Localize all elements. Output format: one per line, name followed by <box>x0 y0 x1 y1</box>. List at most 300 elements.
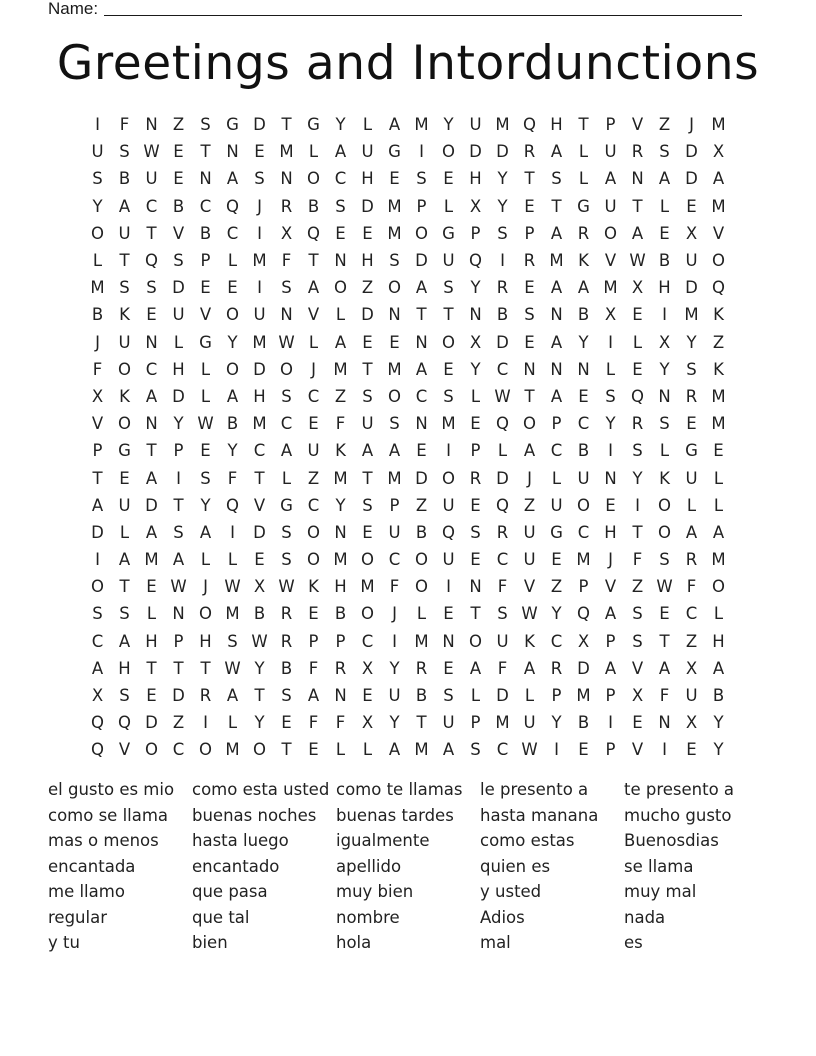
grid-letter: E <box>119 468 130 488</box>
grid-letter: N <box>550 305 563 325</box>
grid-letter: U <box>685 251 698 271</box>
grid-letter: F <box>308 713 319 733</box>
grid-letter: A <box>307 686 320 706</box>
grid-letter: A <box>469 658 482 678</box>
grid-letter: L <box>227 251 238 271</box>
grid-letter: V <box>172 223 185 243</box>
word-item: que tal <box>192 907 250 927</box>
word-column <box>336 777 480 956</box>
grid-letter: E <box>362 332 373 352</box>
grid-letter: D <box>361 305 374 325</box>
grid-letter: X <box>577 631 590 651</box>
grid-row <box>84 274 732 301</box>
grid-letter: U <box>172 305 185 325</box>
grid-letter: S <box>200 468 211 488</box>
grid-letter: N <box>550 359 563 379</box>
grid-letter: S <box>497 604 508 624</box>
grid-letter: X <box>253 577 266 597</box>
grid-letter: M <box>333 550 348 570</box>
grid-letter: L <box>362 115 373 135</box>
grid-letter: N <box>226 142 239 162</box>
grid-letter: O <box>334 278 347 298</box>
grid-row <box>84 600 732 627</box>
grid-letter: E <box>659 223 670 243</box>
grid-letter: E <box>470 495 481 515</box>
word-item: encantado <box>192 856 280 876</box>
grid-letter: M <box>387 468 402 488</box>
grid-letter: H <box>361 169 374 189</box>
grid-letter: N <box>442 631 455 651</box>
grid-letter: X <box>712 142 725 162</box>
grid-letter: Y <box>227 441 238 461</box>
grid-letter: H <box>469 169 482 189</box>
grid-letter: Z <box>550 577 563 597</box>
word-item: igualmente <box>336 831 430 850</box>
grid-letter: A <box>712 169 725 189</box>
grid-letter: O <box>91 223 104 243</box>
grid-letter: E <box>632 359 643 379</box>
grid-letter: U <box>118 332 131 352</box>
grid-letter: W <box>521 604 538 624</box>
grid-letter: E <box>254 142 265 162</box>
grid-letter: C <box>496 740 509 760</box>
grid-letter: H <box>199 631 212 651</box>
grid-letter: F <box>389 577 400 597</box>
word-column <box>192 777 336 956</box>
grid-letter: P <box>389 495 400 515</box>
grid-letter: C <box>226 223 239 243</box>
grid-letter: T <box>416 305 427 325</box>
grid-letter: M <box>495 115 510 135</box>
grid-letter: T <box>308 251 319 271</box>
grid-row <box>84 220 732 247</box>
grid-letter: F <box>119 115 130 135</box>
grid-letter: U <box>523 713 536 733</box>
grid-letter: O <box>307 169 320 189</box>
grid-letter: T <box>119 251 130 271</box>
grid-letter: E <box>632 305 643 325</box>
grid-letter: A <box>550 332 563 352</box>
grid-letter: M <box>576 686 591 706</box>
grid-letter: E <box>578 386 589 406</box>
grid-letter: L <box>416 604 427 624</box>
grid-letter: F <box>659 686 670 706</box>
grid-letter: S <box>173 522 184 542</box>
grid-letter: Q <box>145 251 158 271</box>
grid-letter: E <box>281 713 292 733</box>
grid-letter: V <box>631 740 644 760</box>
grid-letter: D <box>496 468 509 488</box>
grid-letter: Y <box>173 414 184 434</box>
grid-letter: T <box>632 196 643 216</box>
grid-row <box>84 464 732 491</box>
grid-letter: D <box>361 196 374 216</box>
grid-letter: F <box>227 468 238 488</box>
grid-letter: L <box>551 468 562 488</box>
grid-letter: G <box>577 196 590 216</box>
grid-row <box>84 329 732 356</box>
grid-letter: Q <box>469 251 482 271</box>
grid-row <box>84 655 732 682</box>
grid-row <box>84 193 732 220</box>
grid-letter: Y <box>335 495 346 515</box>
grid-letter: O <box>415 577 428 597</box>
grid-letter: O <box>307 522 320 542</box>
grid-letter: C <box>334 169 347 189</box>
grid-letter: U <box>388 686 401 706</box>
grid-letter: O <box>307 550 320 570</box>
grid-letter: V <box>199 305 212 325</box>
grid-letter: Y <box>497 196 508 216</box>
grid-letter: O <box>604 223 617 243</box>
grid-letter: O <box>361 550 374 570</box>
grid-letter: P <box>470 441 481 461</box>
grid-letter: O <box>118 414 131 434</box>
grid-letter: A <box>388 740 401 760</box>
grid-letter: P <box>578 577 589 597</box>
grid-letter: A <box>388 441 401 461</box>
grid-letter: Z <box>631 577 644 597</box>
grid-letter: F <box>92 359 103 379</box>
grid-letter: C <box>388 550 401 570</box>
grid-letter: T <box>254 468 265 488</box>
grid-letter: S <box>281 550 292 570</box>
grid-letter: S <box>524 305 535 325</box>
grid-letter: P <box>605 686 616 706</box>
grid-letter: D <box>172 278 185 298</box>
grid-letter: S <box>632 441 643 461</box>
grid-letter: O <box>658 522 671 542</box>
grid-letter: W <box>197 414 214 434</box>
grid-letter: O <box>199 740 212 760</box>
grid-letter: S <box>470 740 481 760</box>
grid-letter: P <box>173 631 184 651</box>
grid-letter: B <box>415 522 428 542</box>
grid-letter: M <box>144 550 159 570</box>
grid-letter: I <box>662 305 667 325</box>
grid-letter: T <box>254 686 265 706</box>
grid-letter: A <box>361 441 374 461</box>
word-item: como esta usted <box>192 780 330 799</box>
grid-letter: L <box>578 142 589 162</box>
grid-letter: U <box>685 686 698 706</box>
grid-letter: H <box>172 359 185 379</box>
grid-letter: Y <box>443 115 454 135</box>
grid-letter: Q <box>631 386 644 406</box>
grid-letter: R <box>523 142 536 162</box>
grid-letter: Z <box>712 332 725 352</box>
grid-letter: A <box>334 142 347 162</box>
grid-letter: U <box>577 468 590 488</box>
grid-letter: W <box>170 577 187 597</box>
grid-letter: N <box>145 332 158 352</box>
grid-letter: V <box>604 577 617 597</box>
grid-letter: A <box>415 278 428 298</box>
grid-letter: M <box>711 414 726 434</box>
word-item: hasta manana <box>480 805 599 825</box>
grid-letter: C <box>91 631 104 651</box>
grid-letter: I <box>257 278 262 298</box>
grid-letter: A <box>685 522 698 542</box>
grid-letter: E <box>686 196 697 216</box>
grid-letter: Z <box>334 386 347 406</box>
grid-letter: Y <box>200 495 211 515</box>
grid-letter: M <box>360 577 375 597</box>
grid-letter: E <box>686 414 697 434</box>
grid-letter: E <box>146 577 157 597</box>
grid-letter: U <box>442 495 455 515</box>
grid-letter: Z <box>172 713 185 733</box>
grid-letter: A <box>658 658 671 678</box>
grid-letter: S <box>281 278 292 298</box>
grid-letter: A <box>226 686 239 706</box>
grid-letter: E <box>443 604 454 624</box>
grid-letter: Q <box>496 495 509 515</box>
grid-letter: L <box>200 359 211 379</box>
grid-letter: A <box>388 115 401 135</box>
grid-letter: D <box>172 686 185 706</box>
grid-letter: A <box>604 169 617 189</box>
grid-row <box>84 492 732 519</box>
word-item: buenas tardes <box>336 805 454 825</box>
grid-letter: R <box>550 658 563 678</box>
grid-letter: S <box>362 386 373 406</box>
grid-letter: S <box>200 115 211 135</box>
grid-letter: P <box>335 631 346 651</box>
word-item: muy mal <box>624 882 697 901</box>
grid-letter: O <box>118 359 131 379</box>
grid-letter: U <box>253 305 266 325</box>
grid-letter: L <box>200 386 211 406</box>
grid-letter: I <box>608 441 613 461</box>
grid-letter: R <box>199 686 212 706</box>
grid-letter: K <box>119 386 130 406</box>
grid-letter: E <box>578 740 589 760</box>
grid-row <box>84 519 732 546</box>
grid-row <box>84 111 732 138</box>
grid-letter: J <box>95 332 100 352</box>
word-item: y tu <box>48 933 80 952</box>
grid-letter: L <box>686 495 697 515</box>
grid-letter: R <box>631 414 644 434</box>
grid-row <box>84 628 732 655</box>
grid-letter: J <box>257 196 262 216</box>
grid-letter: B <box>496 305 509 325</box>
grid-letter: C <box>199 196 212 216</box>
grid-letter: P <box>605 115 616 135</box>
grid-letter: T <box>470 604 481 624</box>
grid-letter: E <box>173 169 184 189</box>
grid-letter: I <box>95 115 100 135</box>
grid-letter: U <box>550 495 563 515</box>
grid-letter: R <box>334 658 347 678</box>
grid-letter: E <box>443 658 454 678</box>
grid-letter: A <box>604 604 617 624</box>
grid-letter: E <box>659 604 670 624</box>
grid-letter: E <box>308 414 319 434</box>
grid-letter: B <box>577 441 590 461</box>
grid-letter: Y <box>632 468 643 488</box>
word-item: le presento a <box>480 780 589 799</box>
grid-row <box>84 165 732 192</box>
word-item: el gusto es mio <box>48 780 175 799</box>
grid-letter: T <box>173 658 184 678</box>
grid-letter: N <box>631 169 644 189</box>
word-item: como se llama <box>48 805 169 825</box>
grid-letter: L <box>281 468 292 488</box>
grid-letter: A <box>658 169 671 189</box>
grid-letter: O <box>442 142 455 162</box>
grid-letter: G <box>685 441 698 461</box>
word-item: como te llamas <box>336 780 463 799</box>
grid-letter: D <box>496 686 509 706</box>
grid-letter: M <box>441 414 456 434</box>
grid-letter: Z <box>415 495 428 515</box>
grid-letter: Y <box>335 115 346 135</box>
grid-letter: T <box>551 196 562 216</box>
grid-letter: H <box>658 278 671 298</box>
grid-row <box>84 356 732 383</box>
grid-letter: S <box>119 686 130 706</box>
word-item: muy bien <box>336 882 414 901</box>
grid-letter: N <box>469 577 482 597</box>
grid-letter: E <box>713 441 724 461</box>
grid-row <box>84 682 732 709</box>
grid-letter: A <box>631 223 644 243</box>
grid-letter: N <box>658 713 671 733</box>
grid-letter: L <box>146 604 157 624</box>
grid-letter: D <box>415 468 428 488</box>
grid-letter: F <box>632 550 643 570</box>
word-item: nombre <box>336 907 400 927</box>
grid-letter: T <box>362 468 373 488</box>
grid-letter: R <box>496 278 509 298</box>
grid-letter: A <box>145 468 158 488</box>
word-item: se llama <box>624 856 694 876</box>
grid-letter: B <box>280 658 293 678</box>
grid-letter: O <box>226 305 239 325</box>
grid-letter: M <box>252 251 267 271</box>
word-item: mal <box>480 933 511 952</box>
grid-letter: K <box>713 359 724 379</box>
grid-letter: P <box>470 223 481 243</box>
grid-letter: O <box>361 604 374 624</box>
grid-letter: U <box>118 495 131 515</box>
grid-letter: O <box>469 631 482 651</box>
grid-letter: A <box>415 359 428 379</box>
grid-letter: A <box>334 332 347 352</box>
grid-letter: Z <box>658 115 671 135</box>
grid-letter: X <box>361 658 374 678</box>
grid-letter: D <box>415 251 428 271</box>
grid-letter: S <box>281 386 292 406</box>
grid-letter: T <box>200 658 211 678</box>
grid-letter: M <box>333 359 348 379</box>
word-item: hasta luego <box>192 831 289 850</box>
grid-letter: T <box>281 740 292 760</box>
grid-letter: L <box>308 142 319 162</box>
grid-letter: Q <box>226 495 239 515</box>
grid-letter: J <box>392 604 397 624</box>
grid-letter: T <box>146 223 157 243</box>
grid-letter: B <box>172 196 185 216</box>
grid-letter: J <box>608 550 613 570</box>
grid-letter: C <box>496 359 509 379</box>
grid-letter: B <box>334 604 347 624</box>
grid-letter: B <box>118 169 131 189</box>
grid-letter: G <box>118 441 131 461</box>
grid-letter: G <box>199 332 212 352</box>
grid-letter: I <box>608 332 613 352</box>
grid-letter: X <box>280 223 293 243</box>
grid-letter: J <box>203 577 208 597</box>
grid-letter: X <box>469 332 482 352</box>
grid-letter: W <box>656 577 673 597</box>
grid-letter: J <box>689 115 694 135</box>
grid-letter: B <box>658 251 671 271</box>
grid-letter: Z <box>172 115 185 135</box>
grid-letter: V <box>307 305 320 325</box>
grid-letter: P <box>551 686 562 706</box>
grid-letter: L <box>173 332 184 352</box>
grid-letter: I <box>446 577 451 597</box>
grid-letter: S <box>605 386 616 406</box>
grid-letter: B <box>91 305 104 325</box>
grid-letter: A <box>550 386 563 406</box>
grid-letter: T <box>281 115 292 135</box>
grid-letter: A <box>118 631 131 651</box>
grid-letter: C <box>172 740 185 760</box>
grid-letter: O <box>280 359 293 379</box>
grid-letter: U <box>307 441 320 461</box>
grid-letter: R <box>415 658 428 678</box>
grid-letter: A <box>550 223 563 243</box>
grid-letter: S <box>146 278 157 298</box>
grid-letter: R <box>577 223 590 243</box>
grid-letter: N <box>577 359 590 379</box>
grid-row <box>84 383 732 410</box>
grid-letter: A <box>91 495 104 515</box>
word-item: mucho gusto <box>624 805 732 825</box>
grid-letter: Y <box>578 332 589 352</box>
grid-letter: V <box>523 577 536 597</box>
grid-letter: L <box>308 332 319 352</box>
grid-letter: T <box>416 713 427 733</box>
word-item: como estas <box>480 831 575 850</box>
grid-letter: K <box>659 468 670 488</box>
grid-letter: P <box>605 631 616 651</box>
grid-letter: Q <box>712 278 725 298</box>
grid-letter: D <box>685 169 698 189</box>
grid-letter: B <box>226 414 239 434</box>
grid-letter: Z <box>685 631 698 651</box>
grid-letter: N <box>658 386 671 406</box>
grid-letter: T <box>524 386 535 406</box>
grid-letter: N <box>388 305 401 325</box>
name-underline <box>104 0 742 16</box>
grid-letter: S <box>443 386 454 406</box>
grid-letter: M <box>495 713 510 733</box>
grid-letter: I <box>419 142 424 162</box>
grid-letter: P <box>173 441 184 461</box>
grid-letter: T <box>119 577 130 597</box>
grid-letter: E <box>335 223 346 243</box>
page-title: Greetings and Intordunctions <box>56 36 760 91</box>
letter-grid <box>84 111 732 764</box>
grid-letter: N <box>145 414 158 434</box>
grid-letter: U <box>496 631 509 651</box>
grid-letter: E <box>524 278 535 298</box>
